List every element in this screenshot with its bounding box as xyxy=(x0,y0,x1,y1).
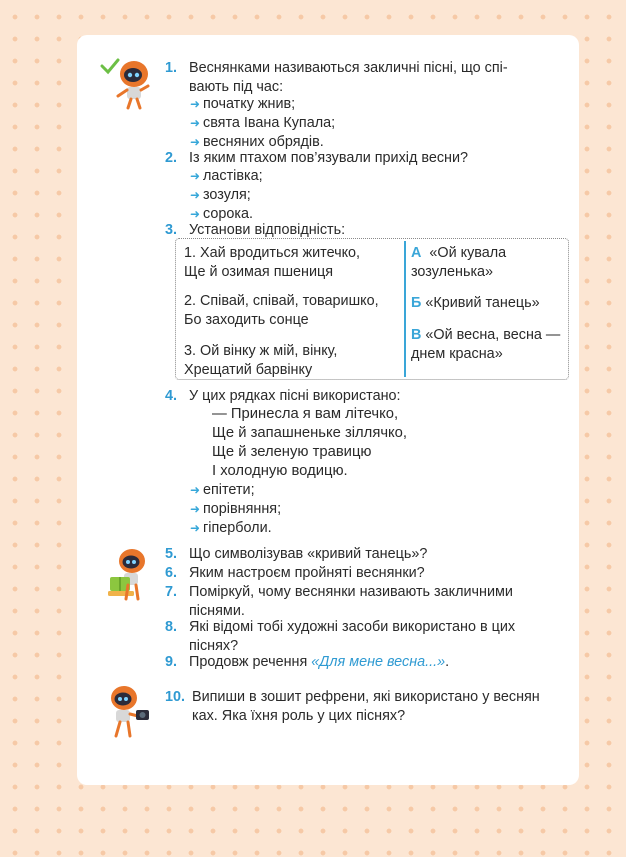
answer-option: ➜ свята Івана Купала; xyxy=(190,115,336,131)
song-line: 3. Ой вінку ж мій, вінку, xyxy=(184,343,338,359)
poem-line: Ще й запашненьке зіллячко, xyxy=(212,425,408,441)
question-text-line: піснями. xyxy=(189,603,245,619)
matching-table xyxy=(175,238,569,380)
question-number: 3. xyxy=(165,222,178,238)
question-number: 10. xyxy=(165,689,186,705)
answer-option: ➜ початку жнив; xyxy=(190,96,296,112)
question-number: 9. xyxy=(165,654,178,670)
arrow-icon: ➜ xyxy=(190,483,201,497)
question-text: Продовж речення «Для мене весна...». xyxy=(189,654,450,670)
answer-option: ➜ гіперболи. xyxy=(190,520,272,536)
arrow-icon: ➜ xyxy=(190,521,201,535)
question-number: 4. xyxy=(165,388,178,404)
answer-option: ➜ епітети; xyxy=(190,482,255,498)
poem-line: — Принесла я вам літечко, xyxy=(212,406,399,422)
arrow-icon: ➜ xyxy=(190,116,201,130)
arrow-icon: ➜ xyxy=(190,188,201,202)
question-text-line: Поміркуй, чому веснянки називають закличними xyxy=(189,584,513,600)
reading-robot-icon xyxy=(104,543,152,601)
question-text: Яким настроєм пройняті веснянки? xyxy=(189,565,425,581)
arrow-icon: ➜ xyxy=(190,135,201,149)
question-number: 7. xyxy=(165,584,178,600)
song-line: Ще й озимая пшениця xyxy=(184,264,334,280)
match-option-v: В «Ой весна, весна — xyxy=(411,327,561,343)
question-text-line: Веснянками називаються закличні пісні, що спі- xyxy=(189,60,508,76)
question-text-line: Які відомі тобі художні засоби використано в цих xyxy=(189,619,516,635)
question-text-line: ках. Яка їхня роль у цих піснях? xyxy=(192,708,406,724)
question-number: 6. xyxy=(165,565,178,581)
question-text-line: Випиши в зошит рефрени, які використано у веснян xyxy=(192,689,540,705)
question-text: Що символізував «кривий танець»? xyxy=(189,546,428,562)
question-text: У цих рядках пісні використано: xyxy=(189,388,401,404)
match-option-a: А «Ой кувала xyxy=(411,245,507,261)
arrow-icon: ➜ xyxy=(190,97,201,111)
song-line: 2. Співай, співай, товаришко, xyxy=(184,293,379,309)
match-option-a-cont: зозуленька» xyxy=(411,264,494,280)
poem-line: Ще й зеленую травицю xyxy=(212,444,372,460)
question-text: Із яким птахом пов’язували прихід весни? xyxy=(189,150,469,166)
answer-option: ➜ сорока. xyxy=(190,206,253,222)
match-option-v-cont: днем красна» xyxy=(411,346,503,362)
answer-option: ➜ весняних обрядів. xyxy=(190,134,324,150)
question-text-line: вають під час: xyxy=(189,79,284,95)
answer-option: ➜ ластівка; xyxy=(190,168,263,184)
answer-option: ➜ зозуля; xyxy=(190,187,251,203)
poem-line: І холодную водицю. xyxy=(212,463,348,479)
column-divider xyxy=(404,241,406,377)
question-number: 8. xyxy=(165,619,178,635)
arrow-icon: ➜ xyxy=(190,169,201,183)
check-robot-icon xyxy=(100,52,156,110)
song-line: Хрещатий барвінку xyxy=(184,362,313,378)
question-number: 1. xyxy=(165,60,178,76)
song-line: Бо заходить сонце xyxy=(184,312,309,328)
arrow-icon: ➜ xyxy=(190,207,201,221)
quote-text: «Для мене весна...» xyxy=(311,654,446,670)
answer-option: ➜ порівняння; xyxy=(190,501,282,517)
arrow-icon: ➜ xyxy=(190,502,201,516)
song-line: 1. Хай вродиться житечко, xyxy=(184,245,361,261)
match-option-b: Б «Кривий танець» xyxy=(411,295,540,311)
question-text-line: піснях? xyxy=(189,638,239,654)
question-text: Установи відповідність: xyxy=(189,222,346,238)
question-number: 2. xyxy=(165,150,178,166)
question-number: 5. xyxy=(165,546,178,562)
camera-robot-icon xyxy=(100,680,152,740)
